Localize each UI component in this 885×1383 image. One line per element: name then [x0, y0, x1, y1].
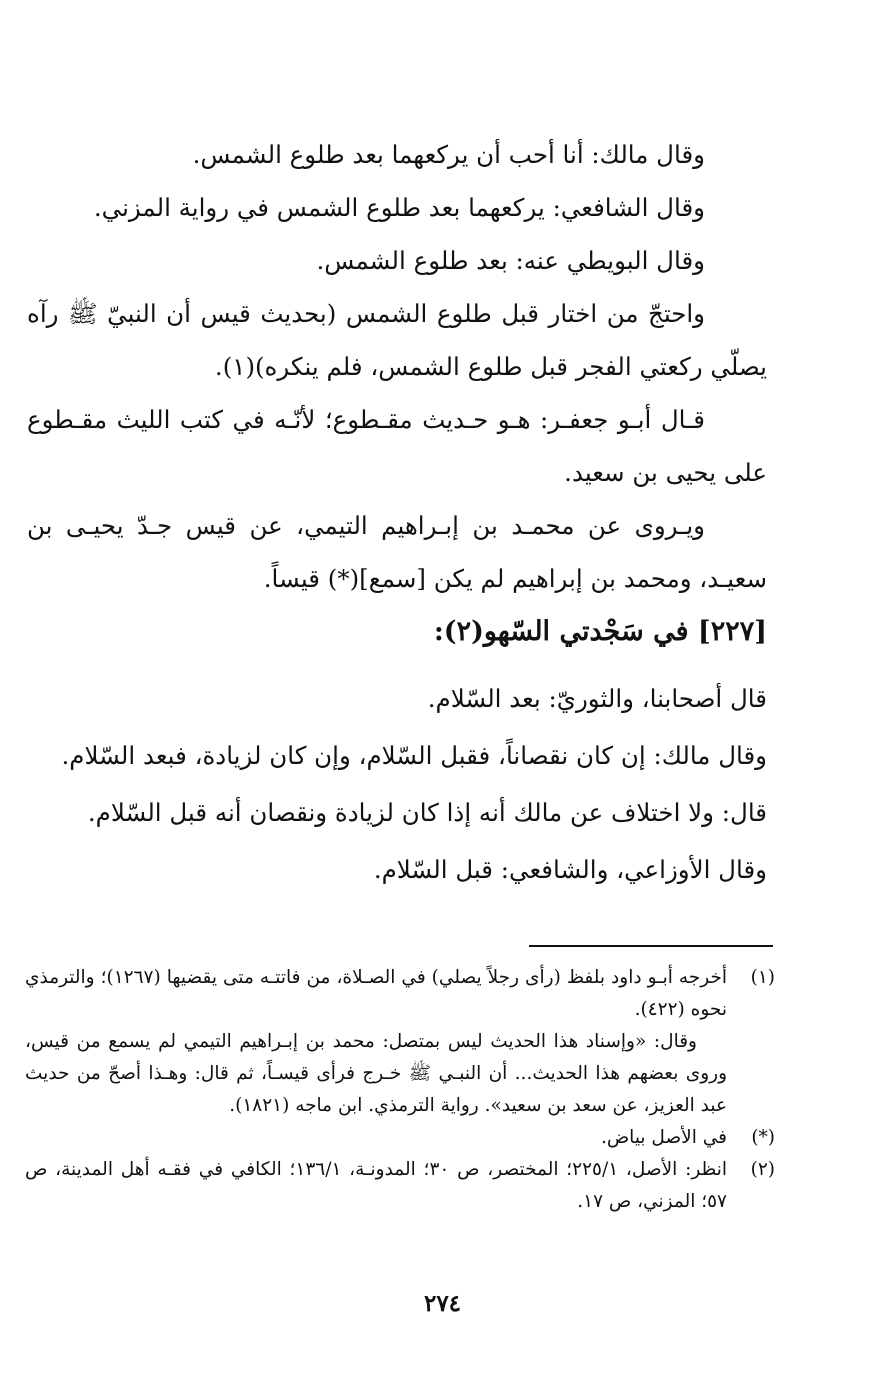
paragraph: وقال البويطي عنه: بعد طلوع الشمس. [316, 246, 705, 275]
page-number: ٢٧٤ [423, 1290, 462, 1317]
paragraph: واحتجّ من اختار قبل طلوع الشمس (بحديث قيس أن النبيّ ﷺ رآه يصلّي ركعتي الفجر قبل طلوع الشمس، فلم ينكره)(١). [27, 299, 767, 381]
footnote-marker: (٢) [750, 1159, 775, 1180]
section-number: [٢٢٧] [697, 616, 767, 647]
paragraph: وقال الشافعي: يركعهما بعد طلوع الشمس في رواية المزني. [93, 193, 705, 222]
footnote-text: أخرجه أبـو داود بلفظ (رأى رجلاً يصلي) في الصـلاة، من فاتتـه متى يقضيها (١٢٦٧)؛ والترمذي نحوه (٤٢٢). [25, 967, 727, 1020]
paragraph: وقال مالك: إن كان نقصاناً، فقبل السّلام، وإن كان لزيادة، فبعد السّلام. [61, 741, 767, 770]
footnote-separator [529, 945, 773, 947]
paragraph: قـال أبـو جعفـر: هـو حـديث مقـطوع؛ لأنّـه في كتب الليث مقـطوع على يحيى بن سعيد. [27, 405, 767, 487]
footnote-marker: (١) [750, 967, 775, 988]
footnote [25, 1122, 775, 1154]
main-text [27, 128, 767, 605]
footnote [25, 1154, 775, 1218]
paragraph: وقال مالك: أنا أحب أن يركعهما بعد طلوع الشمس. [192, 140, 705, 169]
paragraph: قال: ولا اختلاف عن مالك أنه إذا كان لزيادة ونقصان أنه قبل السّلام. [87, 798, 767, 827]
footnotes [25, 962, 775, 1218]
footnote-text: في الأصل بياض. [600, 1127, 727, 1148]
section-heading [27, 607, 767, 657]
paragraph: وقال الأوزاعي، والشافعي: قبل السّلام. [373, 855, 767, 884]
paragraph: قال أصحابنا، والثوريّ: بعد السّلام. [427, 684, 767, 713]
section-title: في سَجْدتي السّهو(٢): [433, 616, 689, 647]
footnote-text: وقال: «وإسناد هذا الحديث ليس بمتصل: محمد بن إبـراهيم التيمي لم يسمع من قيس، وروى بعضهم هذا الحديث... أن النبـي ﷺ خـرج فرأى قيسـاً، ثم قال: وهـذا أصحّ من حديث عبد العزيز، عن سعد بن سعيد». رواية الترمذي. ابن ماجه (١٨٢١). [25, 1031, 727, 1116]
main-text-continued [27, 670, 767, 898]
footnote-text: انظر: الأصل، ٢٢٥/١؛ المختصر، ص ٣٠؛ المدونـة، ١٣٦/١؛ الكافي في فقـه أهل المدينة، ص ٥٧؛ المزني، ص ١٧. [25, 1159, 728, 1212]
footnote [25, 962, 775, 1122]
footnote-marker: (*) [751, 1127, 775, 1148]
paragraph: ويـروى عن محمـد بن إبـراهيم التيمي، عن قيس جـدّ يحيـى بن سعيـد، ومحمد بن إبراهيم لم يكن [سمع](*) قيساً. [27, 511, 767, 593]
